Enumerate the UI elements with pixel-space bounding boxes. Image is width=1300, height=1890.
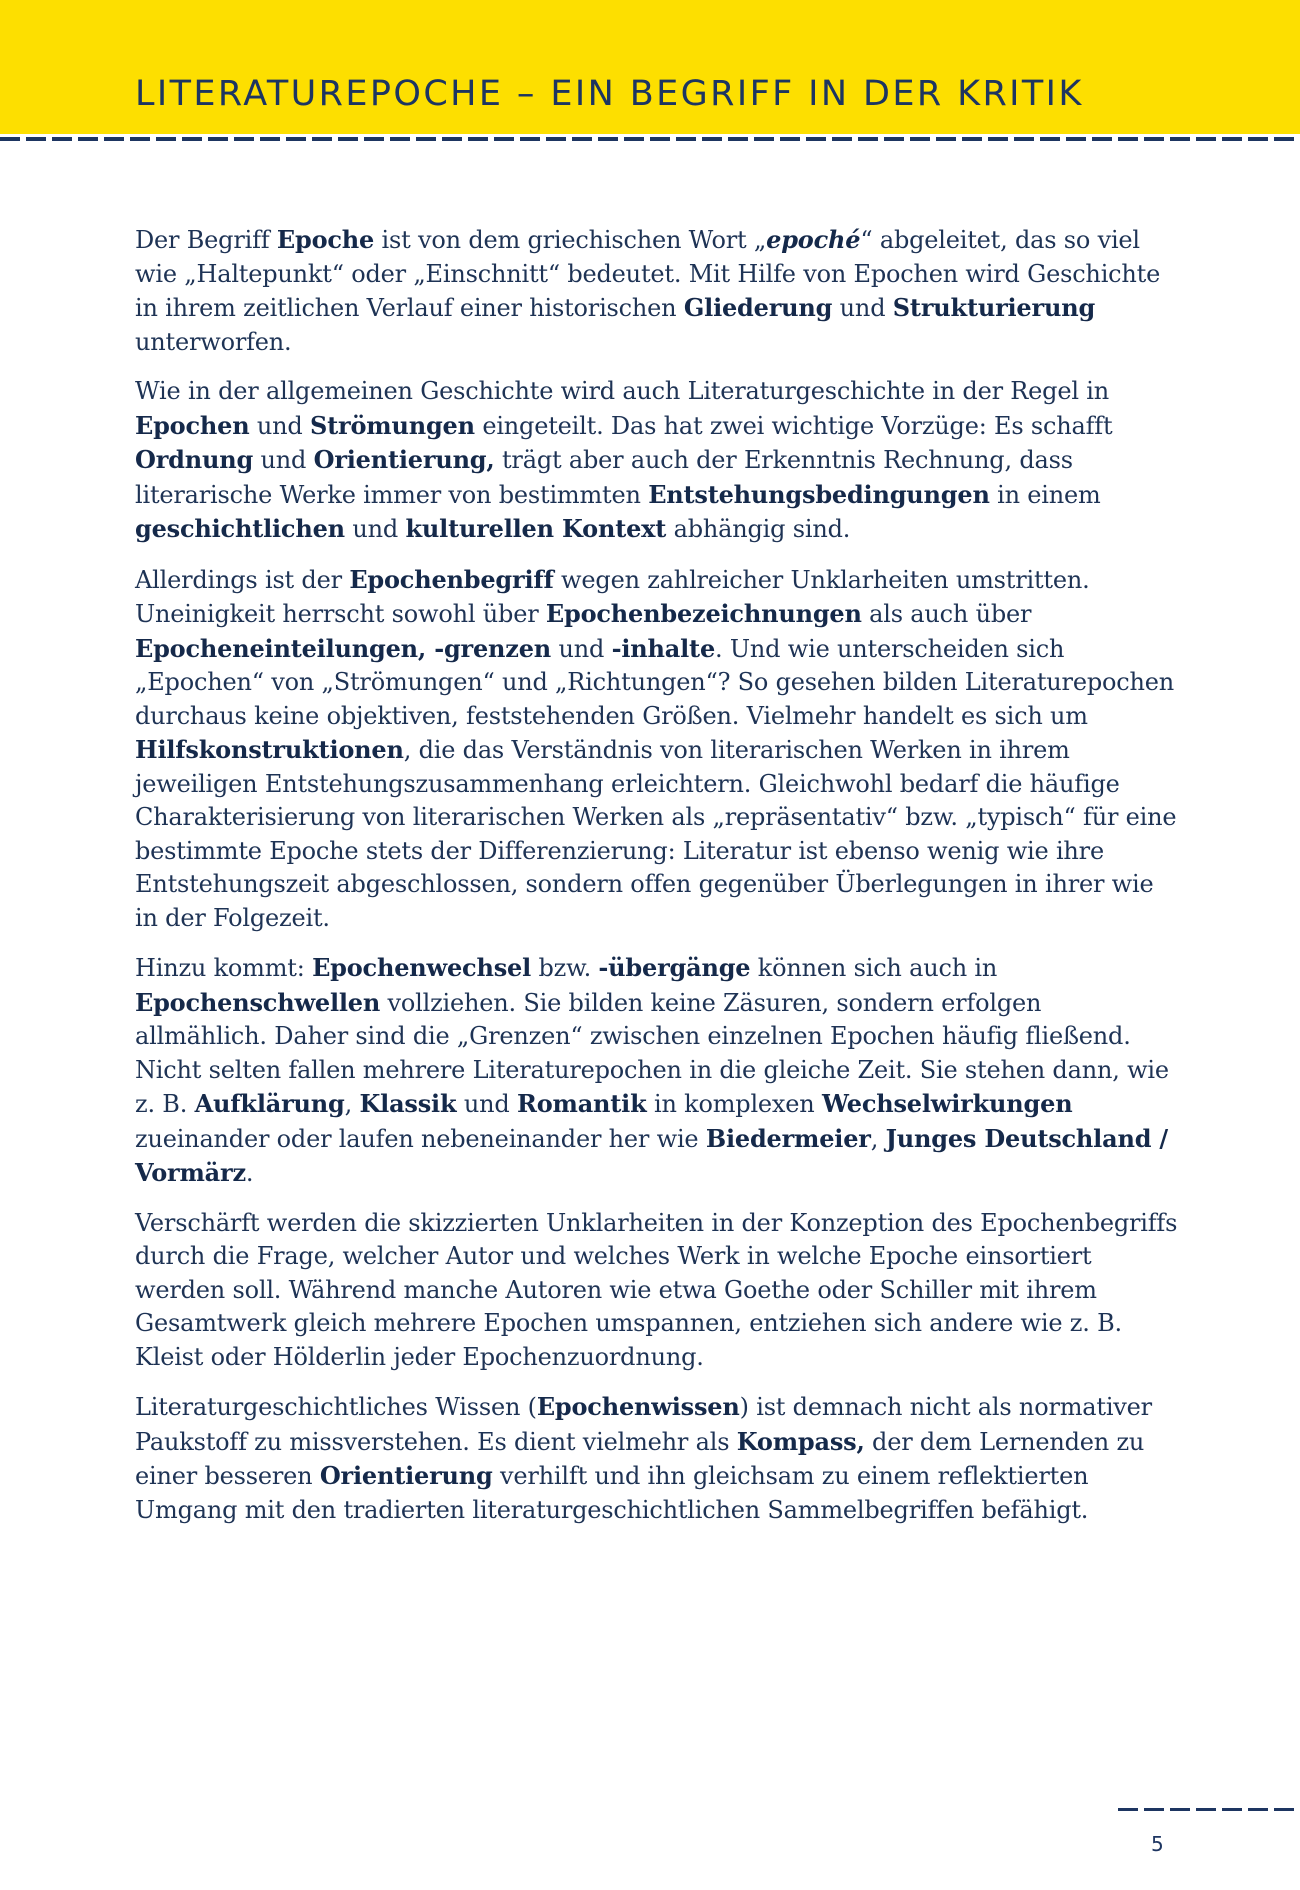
paragraph-1: Der Begriff Epoche ist von dem griechischen Wort „epoché“ abgeleitet, das so viel wie „Haltepunkt“ oder „Einschnitt“ bedeutet. Mit Hilfe von Epochen wird Geschichte in ihrem zeitlichen Verlauf einer historischen Gliederung und Strukturierung unterworfen. [135, 225, 1161, 356]
body-text [135, 223, 1180, 1543]
paragraph-3: Allerdings ist der Epochenbegriff wegen zahlreicher Unklarheiten umstritten. Uneinigkeit herrscht sowohl über Epochenbezeichnungen als auch über Epocheneinteilungen, -grenzen und -inhalte. Und wie unterscheiden sich „Epochen“ von „Strömungen“ und „Richtungen“? So gesehen bilden Literaturepochen durchaus keine objektiven, feststehenden Größen. Vielmehr handelt es sich um Hilfskonstruktionen, die das Verständnis von literarischen Werken in ihrem jeweiligen Entstehungszusammenhang erleichtern. Gleichwohl bedarf die häufige Charakterisierung von literarischen Werken als „repräsentativ“ bzw. „typisch“ für eine bestimmte Epoche stets der Differenzierung: Literatur ist ebenso wenig wie ihre Entstehungszeit abgeschlossen, sondern offen gegenüber Überlegungen in ihrer wie in der Folgezeit. [135, 564, 1177, 932]
paragraph-6: Literaturgeschichtliches Wissen (Epochenwissen) ist demnach nicht als normativer Paukstoff zu missverstehen. Es dient vielmehr als Kompass, der dem Lernenden zu einer besseren Orientierung verhilft und ihn gleichsam zu einem reflektierten Umgang mit den tradierten literaturgeschichtlichen Sammelbegriffen befähigt. [135, 1392, 1152, 1524]
paragraph-2: Wie in der allgemeinen Geschichte wird auch Literaturgeschichte in der Regel in Epochen und Strömungen eingeteilt. Das hat zwei wichtige Vorzüge: Es schafft Ordnung und Orientierung, trägt aber auch der Erkenntnis Rechnung, dass literarische Werke immer von bestimmten Entstehungsbedingungen in einem geschichtlichen und kulturellen Kontext abhängig sind. [135, 377, 1113, 543]
page-number: 5 [1151, 1832, 1164, 1856]
page-title: LITERATUREPOCHE – EIN BEGRIFF IN DER KRITIK [135, 74, 1084, 114]
header-band [0, 0, 1300, 134]
paragraph-5: Verschärft werden die skizzierten Unklarheiten in der Konzeption des Epochenbegriffs durch die Frage, welcher Autor und welches Werk in welche Epoche einsortiert werden soll. Während manche Autoren wie etwa Goethe oder Schiller mit ihrem Gesamtwerk gleich mehrere Epochen umspannen, entziehen sich andere wie z. B. Kleist oder Hölderlin jeder Epochenzuordnung. [135, 1208, 1178, 1371]
header-dashed-rule [0, 137, 1300, 141]
paragraph-4: Hinzu kommt: Epochenwechsel bzw. -übergänge können sich auch in Epochenschwellen vollziehen. Sie bilden keine Zäsuren, sondern erfolgen allmählich. Daher sind die „Grenzen“ zwischen einzelnen Epochen häufig fließend. Nicht selten fallen mehrere Literaturepochen in die gleiche Zeit. Sie stehen dann, wie z. B. Aufklärung, Klassik und Romantik in komplexen Wechselwirkungen zueinander oder laufen nebeneinander her wie Biedermeier, Junges Deutschland / Vormärz. [135, 953, 1169, 1187]
footer-dashed-rule [1118, 1808, 1300, 1811]
